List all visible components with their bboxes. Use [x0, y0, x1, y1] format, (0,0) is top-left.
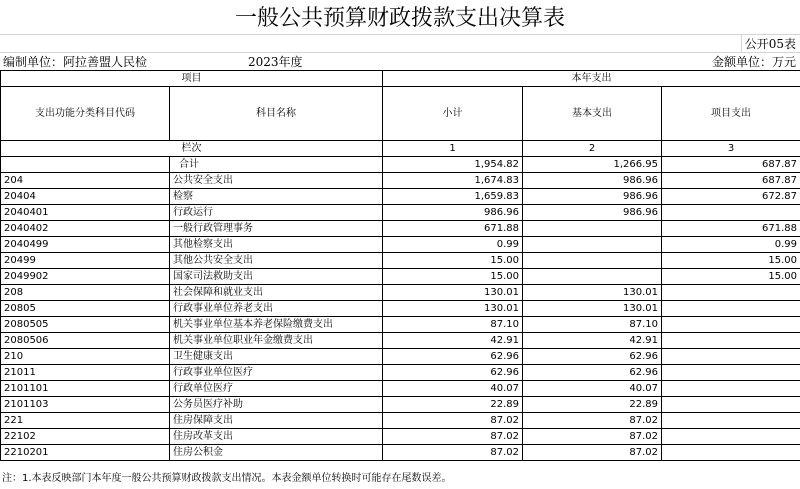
row-basic: 87.02	[523, 445, 662, 461]
row-name: 住房改革支出	[170, 429, 383, 445]
table-row	[1, 285, 800, 301]
row-basic: 1,266.95	[523, 157, 662, 173]
row-name: 其他检察支出	[170, 237, 383, 253]
row-subtotal: 130.01	[383, 301, 523, 317]
row-code: 208	[1, 285, 170, 301]
row-code: 2080506	[1, 333, 170, 349]
row-code: 210	[1, 349, 170, 365]
row-name: 公共安全支出	[170, 173, 383, 189]
report-title: 一般公共预算财政拨款支出决算表	[234, 6, 565, 31]
row-project	[662, 365, 800, 381]
header-row-groups	[1, 71, 800, 87]
header-index-1: 1	[383, 141, 523, 157]
form-code: 公开05表	[744, 37, 796, 51]
row-code: 2049902	[1, 269, 170, 285]
row-basic: 62.96	[523, 365, 662, 381]
row-code: 2210201	[1, 445, 170, 461]
table-row	[1, 365, 800, 381]
expenditure-table	[0, 70, 800, 461]
header-row-columns	[1, 87, 800, 141]
row-code: 2080505	[1, 317, 170, 333]
row-basic: 87.02	[523, 429, 662, 445]
row-subtotal: 40.07	[383, 381, 523, 397]
row-project: 671.88	[662, 221, 800, 237]
row-subtotal: 0.99	[383, 237, 523, 253]
row-code: 20404	[1, 189, 170, 205]
row-basic: 130.01	[523, 301, 662, 317]
row-project	[662, 381, 800, 397]
row-code: 2040402	[1, 221, 170, 237]
table-row	[1, 413, 800, 429]
table-row	[1, 237, 800, 253]
row-name: 其他公共安全支出	[170, 253, 383, 269]
row-code	[1, 157, 170, 173]
row-code: 20499	[1, 253, 170, 269]
fiscal-year: 2023年度	[248, 55, 303, 69]
row-subtotal: 1,659.83	[383, 189, 523, 205]
row-code: 204	[1, 173, 170, 189]
row-subtotal: 62.96	[383, 349, 523, 365]
header-index-3: 3	[662, 141, 800, 157]
row-project: 15.00	[662, 269, 800, 285]
row-project	[662, 333, 800, 349]
header-basic: 基本支出	[523, 87, 662, 141]
header-row-index	[1, 141, 800, 157]
row-code: 21011	[1, 365, 170, 381]
row-code: 221	[1, 413, 170, 429]
table-body	[1, 71, 800, 461]
row-basic: 62.96	[523, 349, 662, 365]
row-subtotal: 130.01	[383, 285, 523, 301]
row-project	[662, 301, 800, 317]
header-project: 项目支出	[662, 87, 800, 141]
row-name: 检察	[170, 189, 383, 205]
header-code: 支出功能分类科目代码	[1, 87, 170, 141]
row-name: 一般行政管理事务	[170, 221, 383, 237]
table-row	[1, 317, 800, 333]
row-subtotal: 15.00	[383, 269, 523, 285]
table-row	[1, 429, 800, 445]
row-subtotal: 87.02	[383, 413, 523, 429]
row-project	[662, 205, 800, 221]
table-row	[1, 381, 800, 397]
header-current-year-group: 本年支出	[383, 71, 800, 87]
table-row	[1, 221, 800, 237]
row-subtotal: 87.10	[383, 317, 523, 333]
row-subtotal: 986.96	[383, 205, 523, 221]
row-basic: 87.02	[523, 413, 662, 429]
row-code: 22102	[1, 429, 170, 445]
row-basic: 87.10	[523, 317, 662, 333]
row-name: 卫生健康支出	[170, 349, 383, 365]
row-name: 国家司法救助支出	[170, 269, 383, 285]
row-project	[662, 429, 800, 445]
row-subtotal: 1,674.83	[383, 173, 523, 189]
row-project: 15.00	[662, 253, 800, 269]
sheet-gridline	[0, 34, 800, 35]
row-name: 住房公积金	[170, 445, 383, 461]
table-row	[1, 205, 800, 221]
header-column-index: 栏次	[1, 141, 383, 157]
amount-unit: 金额单位：万元	[711, 55, 796, 69]
row-name: 行政运行	[170, 205, 383, 221]
row-name: 社会保障和就业支出	[170, 285, 383, 301]
table-row	[1, 269, 800, 285]
row-name: 行政事业单位医疗	[170, 365, 383, 381]
row-name: 公务员医疗补助	[170, 397, 383, 413]
row-name: 住房保障支出	[170, 413, 383, 429]
row-subtotal: 1,954.82	[383, 157, 523, 173]
row-subtotal: 671.88	[383, 221, 523, 237]
table-row	[1, 301, 800, 317]
header-subtotal: 小计	[383, 87, 523, 141]
row-basic: 22.89	[523, 397, 662, 413]
row-basic: 986.96	[523, 189, 662, 205]
table-row	[1, 173, 800, 189]
row-project: 687.87	[662, 157, 800, 173]
row-project: 672.87	[662, 189, 800, 205]
row-code: 2101101	[1, 381, 170, 397]
row-basic	[523, 221, 662, 237]
row-name: 合计	[170, 157, 383, 173]
row-basic: 130.01	[523, 285, 662, 301]
table-row	[1, 349, 800, 365]
compiling-unit: 编制单位：阿拉善盟人民检	[3, 55, 148, 69]
table-row	[1, 189, 800, 205]
table-row	[1, 445, 800, 461]
row-subtotal: 87.02	[383, 445, 523, 461]
header-index-2: 2	[523, 141, 662, 157]
row-basic	[523, 253, 662, 269]
row-project: 687.87	[662, 173, 800, 189]
row-subtotal: 62.96	[383, 365, 523, 381]
row-name: 机关事业单位基本养老保险缴费支出	[170, 317, 383, 333]
row-subtotal: 22.89	[383, 397, 523, 413]
row-subtotal: 87.02	[383, 429, 523, 445]
row-name: 行政事业单位养老支出	[170, 301, 383, 317]
header-name: 科目名称	[170, 87, 383, 141]
sheet-gridline	[741, 34, 742, 52]
row-code: 2101103	[1, 397, 170, 413]
row-name: 行政单位医疗	[170, 381, 383, 397]
footnote: 注：1.本表反映部门本年度一般公共预算财政拨款支出情况。本表金额单位转换时可能存在尾数误差。	[2, 473, 452, 484]
table-row	[1, 253, 800, 269]
row-code: 20805	[1, 301, 170, 317]
sheet-gridline	[0, 52, 800, 53]
row-basic: 40.07	[523, 381, 662, 397]
row-project	[662, 349, 800, 365]
header-item-group: 项目	[1, 71, 383, 87]
row-subtotal: 15.00	[383, 253, 523, 269]
row-project	[662, 413, 800, 429]
row-basic: 986.96	[523, 173, 662, 189]
row-subtotal: 42.91	[383, 333, 523, 349]
row-code: 2040401	[1, 205, 170, 221]
row-project: 0.99	[662, 237, 800, 253]
table-row	[1, 157, 800, 173]
table-row	[1, 397, 800, 413]
row-basic	[523, 269, 662, 285]
row-code: 2040499	[1, 237, 170, 253]
table-row	[1, 333, 800, 349]
row-name: 机关事业单位职业年金缴费支出	[170, 333, 383, 349]
row-project	[662, 445, 800, 461]
row-project	[662, 285, 800, 301]
row-basic: 42.91	[523, 333, 662, 349]
row-project	[662, 317, 800, 333]
row-project	[662, 397, 800, 413]
row-basic	[523, 237, 662, 253]
row-basic: 986.96	[523, 205, 662, 221]
